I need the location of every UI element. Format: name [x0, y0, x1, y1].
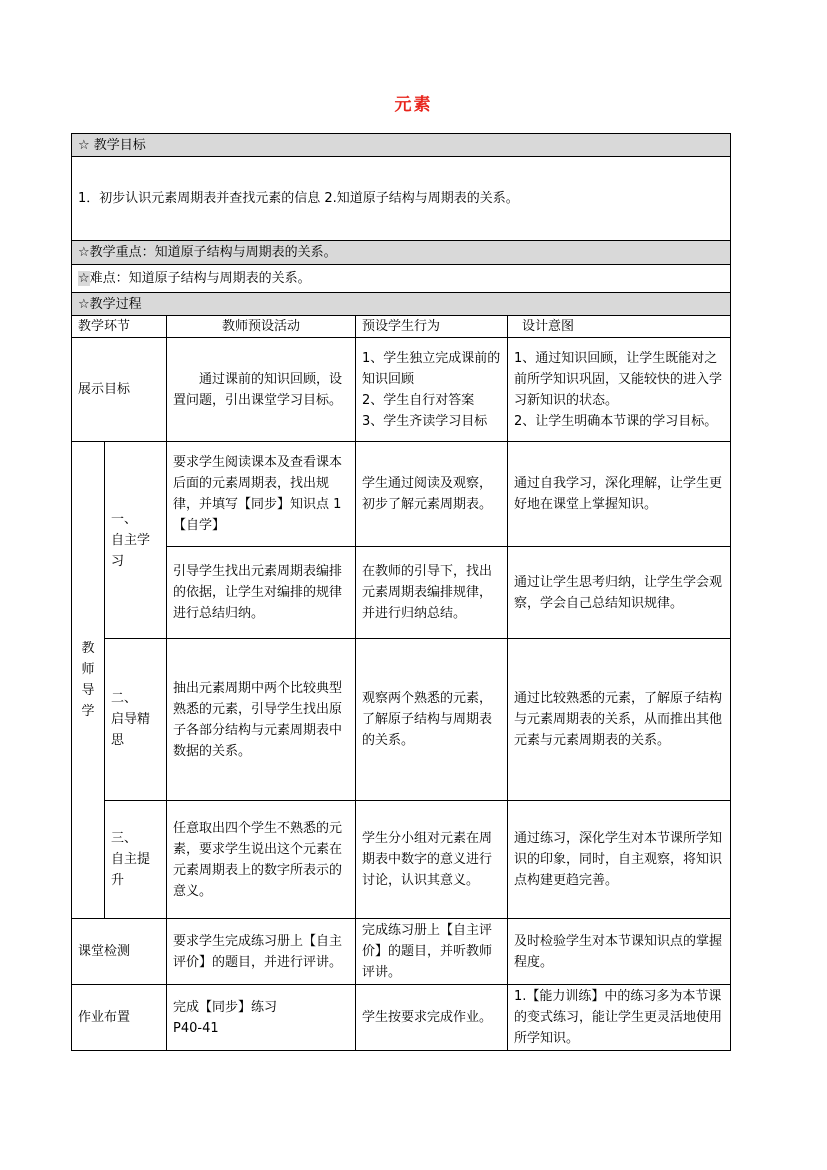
stage-cell: 作业布置 — [72, 985, 167, 1051]
stage-cell: 三、 自主提 升 — [105, 801, 167, 919]
difficulty-text: 难点：知道原子结构与周期表的关系。 — [89, 271, 311, 286]
design-intent: 通过自我学习，深化理解，让学生更好地在课堂上掌握知识。 — [508, 442, 731, 547]
process-header: ☆教学过程 — [72, 293, 731, 316]
focus-row — [72, 241, 731, 265]
teacher-activity: 任意取出四个学生不熟悉的元素，要求学生说出这个元素在元素周期表上的数字所表示的意义。 — [167, 801, 356, 919]
student-behavior: 学生按要求完成作业。 — [356, 985, 508, 1051]
guide-label: 教 师 导 学 — [72, 442, 105, 919]
design-intent: 通过练习，深化学生对本节课所学知识的印象，同时，自主观察，将知识点构建更趋完善。 — [508, 801, 731, 919]
table-row — [72, 338, 731, 442]
student-behavior: 学生通过阅读及观察，初步了解元素周期表。 — [356, 442, 508, 547]
teacher-activity: 要求学生阅读课本及查看课本后面的元素周期表，找出规律，并填写【同步】知识点 1【自学】 — [167, 442, 356, 547]
star-icon: ☆ — [78, 271, 90, 286]
goals-header-row — [72, 134, 731, 157]
table-row — [72, 547, 731, 639]
stage-cell: 课堂检测 — [72, 919, 167, 985]
goals-content: 1．初步认识元素周期表并查找元素的信息 2.知道原子结构与周期表的关系。 — [72, 157, 731, 241]
student-behavior: 在教师的引导下，找出元素周期表编排规律，并进行归纳总结。 — [356, 547, 508, 639]
stage-cell: 二、 启导精 思 — [105, 639, 167, 801]
design-intent: 及时检验学生对本节课知识点的掌握程度。 — [508, 919, 731, 985]
column-header-row — [72, 316, 731, 338]
stage-cell: 一、 自主学 习 — [105, 442, 167, 639]
lesson-plan-table — [71, 133, 731, 1051]
teacher-activity: 抽出元素周期中两个比较典型熟悉的元素，引导学生找出原子各部分结构与元素周期表中数据的关系。 — [167, 639, 356, 801]
table-row — [72, 919, 731, 985]
col-header-student: 预设学生行为 — [356, 316, 508, 338]
student-behavior: 观察两个熟悉的元素，了解原子结构与周期表的关系。 — [356, 639, 508, 801]
design-intent: 通过比较熟悉的元素，了解原子结构与元素周期表的关系，从而推出其他元素与元素周期表的关系。 — [508, 639, 731, 801]
student-behavior: 完成练习册上【自主评价】的题目，并听教师评讲。 — [356, 919, 508, 985]
teaching-focus: ☆教学重点：知道原子结构与周期表的关系。 — [72, 241, 731, 265]
col-header-intent: 设计意图 — [508, 316, 731, 338]
teacher-activity: 要求学生完成练习册上【自主评价】的题目，并进行评讲。 — [167, 919, 356, 985]
col-header-stage: 教学环节 — [72, 316, 167, 338]
student-behavior: 学生分小组对元素在周期表中数字的意义进行讨论，认识其意义。 — [356, 801, 508, 919]
student-behavior: 1、学生独立完成课前的知识回顾 2、学生自行对答案 3、学生齐读学习目标 — [356, 338, 508, 442]
teacher-activity: 完成【同步】练习 P40-41 — [167, 985, 356, 1051]
page-title: 元素 — [394, 95, 433, 115]
goals-header: ☆ 教学目标 — [72, 134, 731, 157]
teacher-activity: 引导学生找出元素周期表编排的依据，让学生对编排的规律进行总结归纳。 — [167, 547, 356, 639]
table-row — [72, 639, 731, 801]
design-intent: 1、通过知识回顾，让学生既能对之前所学知识巩固，又能较快的进入学习新知识的状态。 2、让学生明确本节课的学习目标。 — [508, 338, 731, 442]
design-intent: 1.【能力训练】中的练习多为本节课的变式练习，能让学生更灵活地使用所学知识。 — [508, 985, 731, 1051]
col-header-teacher: 教师预设活动 — [167, 316, 356, 338]
teacher-activity: 通过课前的知识回顾，设置问题，引出课堂学习目标。 — [167, 338, 356, 442]
teaching-difficulty — [72, 265, 731, 293]
table-row — [72, 801, 731, 919]
stage-cell: 展示目标 — [72, 338, 167, 442]
design-intent: 通过让学生思考归纳，让学生学会观察，学会自己总结知识规律。 — [508, 547, 731, 639]
process-header-row — [72, 293, 731, 316]
difficulty-row — [72, 265, 731, 293]
table-row — [72, 442, 731, 547]
goals-content-row — [72, 157, 731, 241]
table-row — [72, 985, 731, 1051]
